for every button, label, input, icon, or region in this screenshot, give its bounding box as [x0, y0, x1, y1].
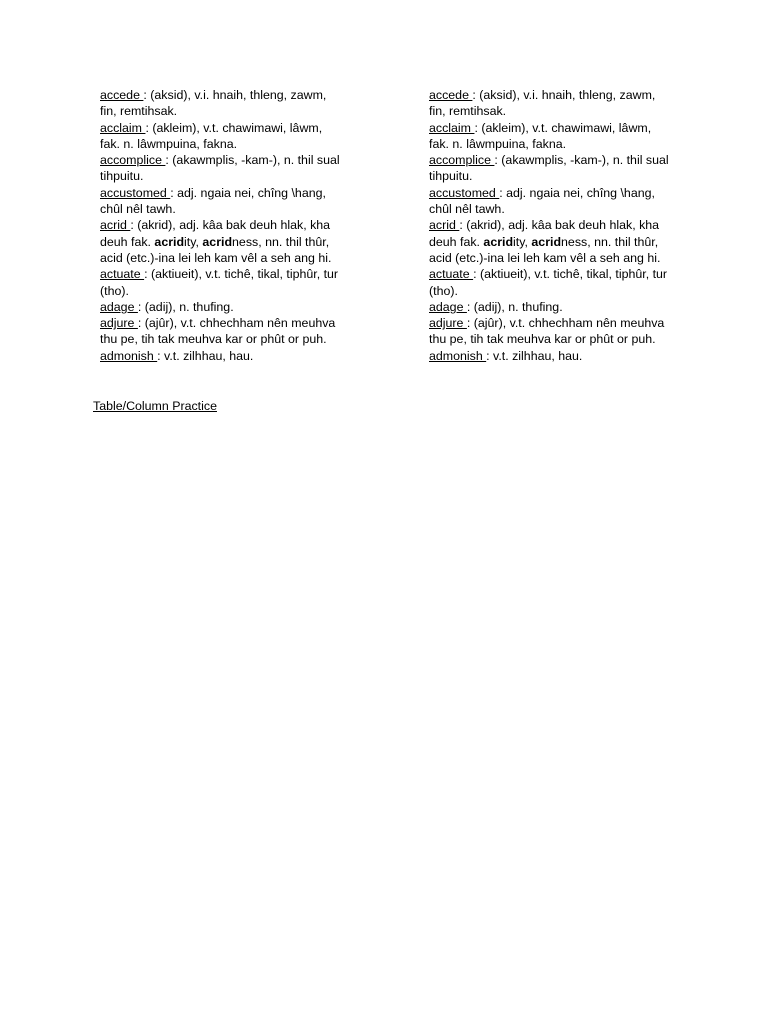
- term-accomplice: accomplice: [100, 153, 166, 168]
- definition: : (ajûr), v.t. chhechham nên meuhva thu pe, tih tak meuhva kar or phût or puh.: [100, 316, 336, 347]
- definition: : (akrid), adj. kâa bak deuh hlak, kha deuh fak.: [100, 218, 331, 249]
- term-acrid: acrid: [429, 218, 460, 233]
- definition: : (aksid), v.i. hnaih, thleng, zawm, fin, remtihsak.: [429, 88, 656, 119]
- entry-actuate: [100, 266, 345, 299]
- definition-suffix: ity,: [513, 234, 532, 249]
- entry-accustomed: [100, 185, 345, 218]
- term-accomplice: accomplice: [429, 153, 495, 168]
- entry-adjure: [429, 315, 674, 348]
- definition: : v.t. zilhhau, hau.: [486, 348, 583, 363]
- definition: : (akleim), v.t. chawimawi, lâwm, fak. n. lâwmpuina, fakna.: [429, 120, 652, 151]
- term-admonish: admonish: [100, 348, 158, 363]
- term-adjure: adjure: [429, 316, 467, 331]
- entry-accustomed: [429, 185, 674, 218]
- entry-accede: [100, 87, 345, 120]
- term-adage: adage: [100, 299, 138, 314]
- term-adage: adage: [429, 299, 467, 314]
- term-accede: accede: [100, 88, 144, 102]
- definition: : (adij), n. thufing.: [466, 299, 563, 314]
- entry-admonish: [100, 348, 345, 364]
- definition-suffix: ness, nn. thil thûr, acid (etc.)-ina lei leh kam vêl a seh ang hi.: [100, 234, 332, 265]
- term-accustomed: accustomed: [429, 185, 500, 200]
- entry-adjure: [100, 315, 345, 348]
- right-column: [429, 87, 674, 364]
- bold-derivative: acrid: [154, 234, 185, 249]
- entry-acrid: [100, 217, 345, 266]
- left-column: [100, 87, 345, 364]
- entry-acclaim: [100, 120, 345, 153]
- definition: : (aktiueit), v.t. tichê, tikal, tiphûr, tur (tho).: [100, 267, 339, 298]
- term-actuate: actuate: [429, 267, 474, 282]
- definition: : v.t. zilhhau, hau.: [157, 348, 254, 363]
- definition: : (akleim), v.t. chawimawi, lâwm, fak. n. lâwmpuina, fakna.: [100, 120, 323, 151]
- definition: : (adij), n. thufing.: [137, 299, 234, 314]
- bold-derivative: acrid: [202, 234, 233, 249]
- term-actuate: actuate: [100, 267, 145, 282]
- entry-accomplice: [100, 152, 345, 185]
- term-admonish: admonish: [429, 348, 487, 363]
- definition-suffix: ness, nn. thil thûr, acid (etc.)-ina lei leh kam vêl a seh ang hi.: [429, 234, 661, 265]
- entry-actuate: [429, 266, 674, 299]
- table-column-practice-link[interactable]: Table/Column Practice: [93, 399, 217, 413]
- bold-derivative: acrid: [483, 234, 514, 249]
- term-adjure: adjure: [100, 316, 138, 331]
- term-acrid: acrid: [100, 218, 131, 233]
- definition-suffix: ity,: [184, 234, 203, 249]
- definition: : (aktiueit), v.t. tichê, tikal, tiphûr, tur (tho).: [429, 267, 668, 298]
- term-accustomed: accustomed: [100, 185, 171, 200]
- entry-acrid: [429, 217, 674, 266]
- definition: : (akawmplis, -kam-), n. thil sual tihpuitu.: [429, 153, 669, 184]
- entry-acclaim: [429, 120, 674, 153]
- term-acclaim: acclaim: [100, 120, 146, 135]
- entry-adage: [429, 299, 674, 315]
- entry-accomplice: [429, 152, 674, 185]
- term-accede: accede: [429, 88, 473, 102]
- entry-adage: [100, 299, 345, 315]
- definition: : adj. ngaia nei, chîng \hang, chûl nêl tawh.: [429, 185, 655, 217]
- definition: : (ajûr), v.t. chhechham nên meuhva thu pe, tih tak meuhva kar or phût or puh.: [429, 316, 665, 347]
- term-acclaim: acclaim: [429, 120, 475, 135]
- bold-derivative: acrid: [531, 234, 562, 249]
- entry-accede: [429, 87, 674, 120]
- definition: : adj. ngaia nei, chîng \hang, chûl nêl tawh.: [100, 185, 326, 217]
- definition: : (akrid), adj. kâa bak deuh hlak, kha deuh fak.: [429, 218, 660, 249]
- definition: : (aksid), v.i. hnaih, thleng, zawm, fin, remtihsak.: [100, 88, 327, 119]
- definition: : (akawmplis, -kam-), n. thil sual tihpuitu.: [100, 153, 340, 184]
- entry-admonish: [429, 348, 674, 364]
